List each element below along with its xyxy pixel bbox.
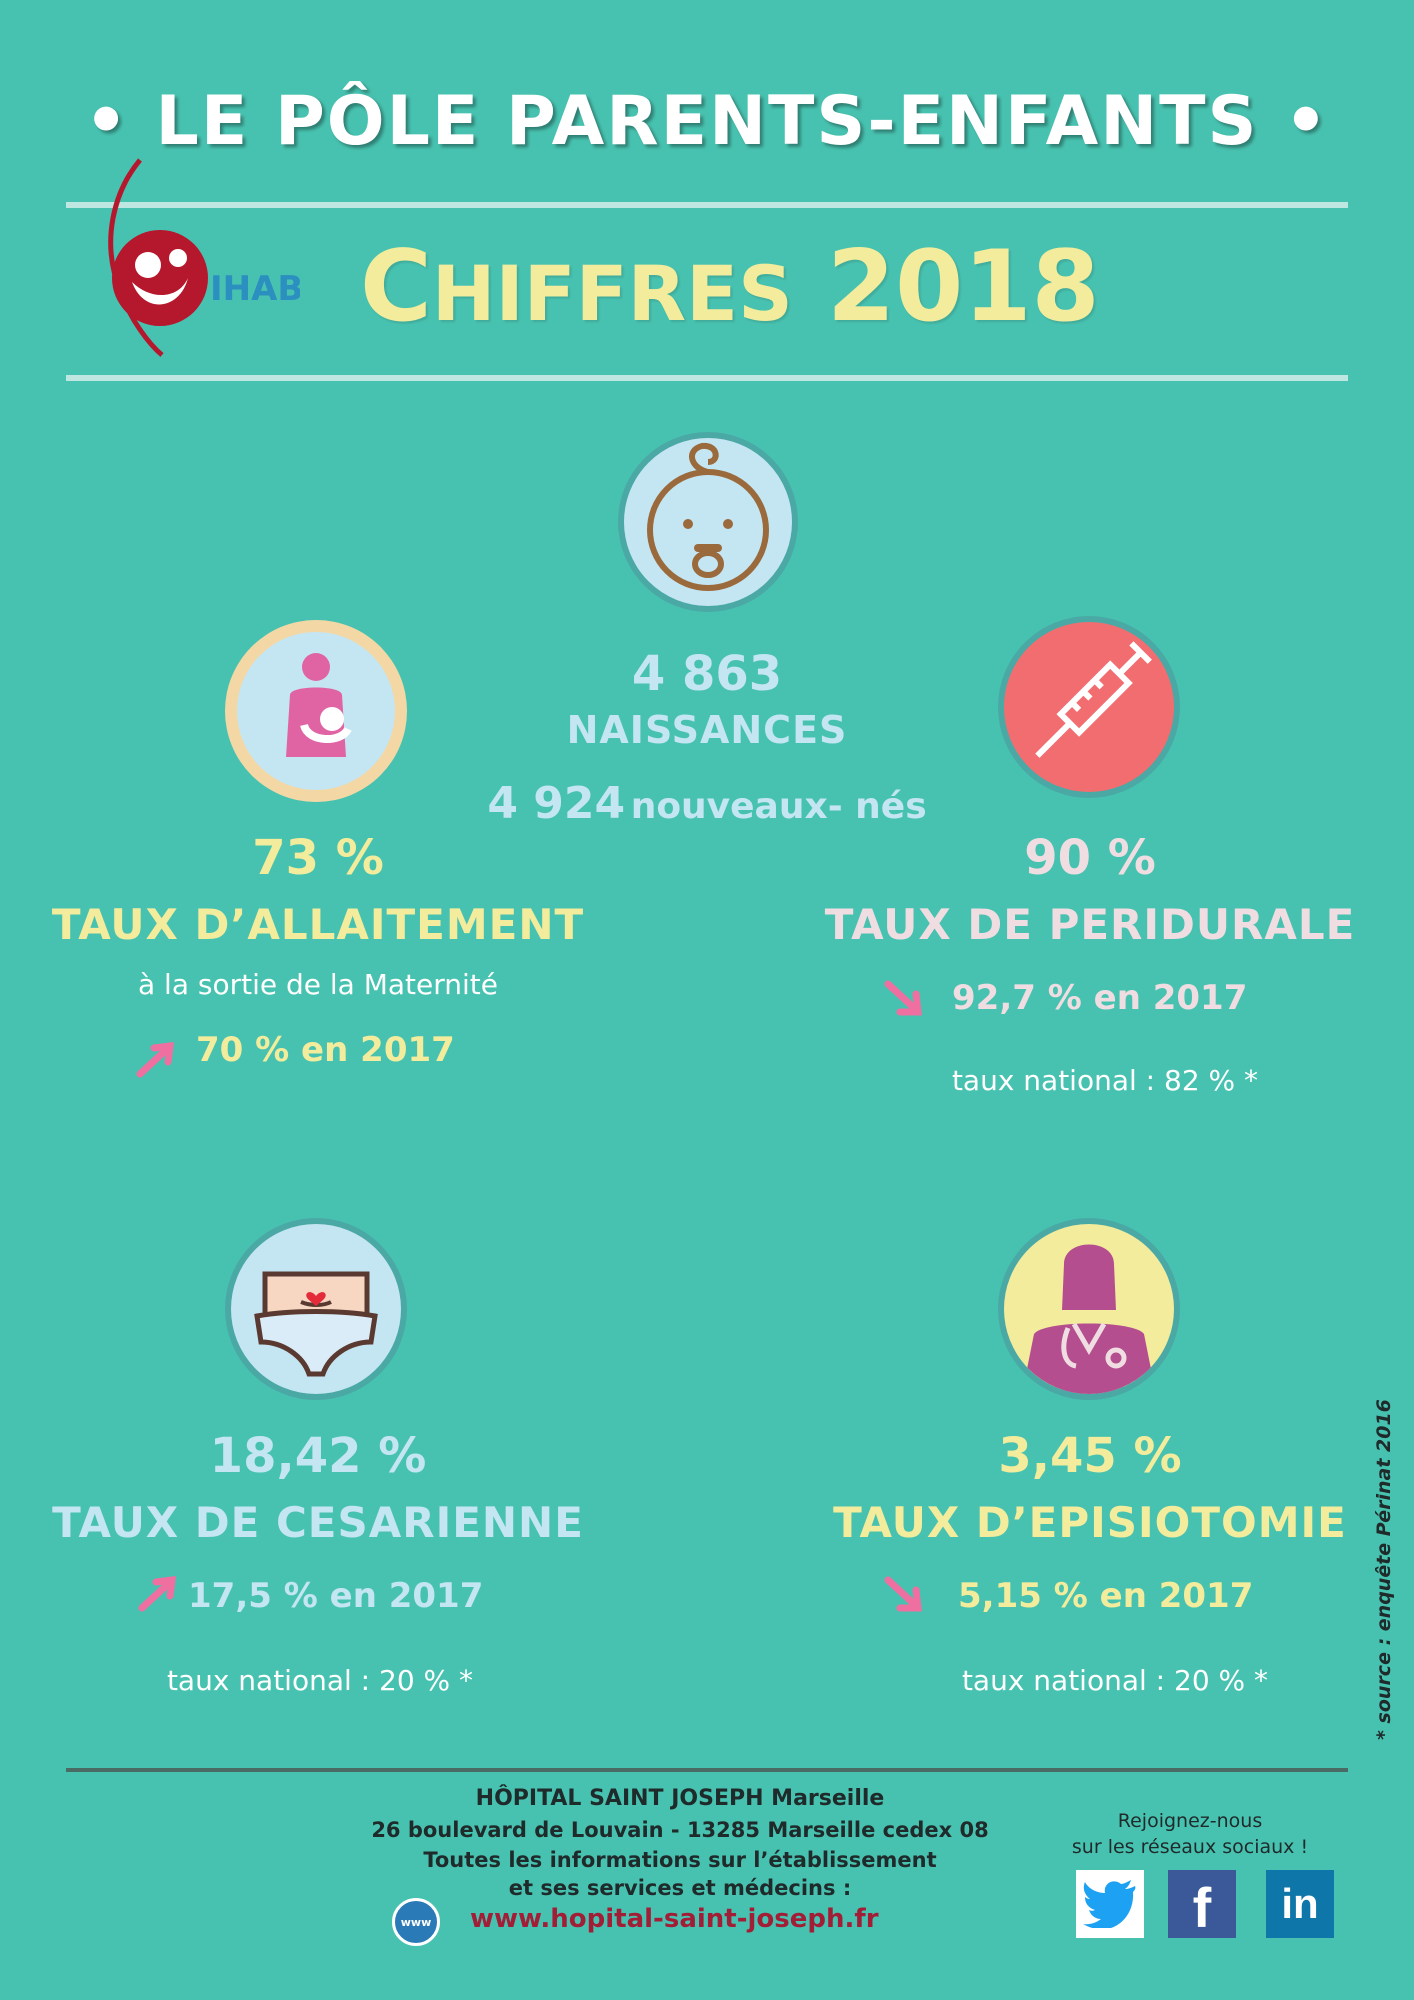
breastfeeding-note: à la sortie de la Maternité [137, 968, 499, 1001]
newborns-line [457, 778, 957, 829]
episiotomy-comparison: 5,15 % en 2017 [958, 1576, 1254, 1616]
globe-icon: www [392, 1898, 440, 1946]
arrow-up-icon [136, 1036, 180, 1080]
subtitle-year: 2018 [826, 230, 1100, 344]
twitter-icon[interactable] [1076, 1870, 1144, 1938]
breastfeeding-label: TAUX D’ALLAITEMENT [51, 900, 585, 949]
hospital-name: HÔPITAL SAINT JOSEPH Marseille [475, 1786, 885, 1811]
baby-icon [618, 432, 798, 612]
cesarean-label: TAUX DE CESARIENNE [52, 1498, 584, 1547]
cesarean-value: 18,42 % [209, 1428, 427, 1484]
info-line-1: Toutes les informations sur l’établissement [423, 1848, 937, 1872]
births-value: 4 863 [631, 646, 783, 702]
epidural-comparison: 92,7 % en 2017 [952, 978, 1248, 1018]
doctor-icon [998, 1218, 1180, 1400]
syringe-icon [998, 616, 1180, 798]
website-link[interactable]: www.hopital-saint-joseph.fr [470, 1904, 879, 1934]
births-label: NAISSANCES [566, 708, 848, 752]
subtitle-initial: C [360, 230, 432, 344]
cesarean-national: taux national : 20 % * [166, 1664, 474, 1697]
newborns-label: nouveaux- nés [630, 786, 927, 827]
newborns-value: 4 924 [487, 778, 626, 829]
social-line-2: sur les réseaux sociaux ! [1071, 1836, 1309, 1858]
epidural-value: 90 % [1024, 830, 1156, 886]
info-line-2: et ses services et médecins : [508, 1876, 852, 1900]
episiotomy-value: 3,45 % [998, 1428, 1182, 1484]
epidural-national: taux national : 82 % * [951, 1064, 1259, 1097]
page-title: • LE PÔLE PARENTS-ENFANTS • [84, 82, 1330, 161]
cesarean-icon [225, 1218, 407, 1400]
episiotomy-national: taux national : 20 % * [961, 1664, 1269, 1697]
source-note: * source : enquête Périnat 2016 [1373, 1399, 1395, 1740]
breastfeeding-comparison: 70 % en 2017 [196, 1030, 455, 1070]
footer-divider [66, 1768, 1348, 1772]
linkedin-icon[interactable]: in [1266, 1870, 1334, 1938]
arrow-down-icon [884, 1574, 928, 1618]
cesarean-comparison: 17,5 % en 2017 [188, 1576, 484, 1616]
subtitle-word: HIFFRES [431, 249, 793, 338]
breastfeeding-icon [225, 620, 407, 802]
arrow-up-icon [138, 1570, 182, 1614]
episiotomy-label: TAUX D’EPISIOTOMIE [833, 1498, 1347, 1547]
ihab-logo-text: IHAB [210, 269, 300, 309]
epidural-label: TAUX DE PERIDURALE [824, 900, 1356, 949]
social-line-1: Rejoignez-nous [1117, 1810, 1263, 1832]
breastfeeding-value: 73 % [252, 830, 384, 886]
hospital-address: 26 boulevard de Louvain - 13285 Marseille cedex 08 [371, 1818, 989, 1842]
facebook-icon[interactable]: f [1168, 1870, 1236, 1938]
ihab-logo [70, 150, 300, 360]
arrow-down-icon [884, 978, 928, 1022]
header-divider-bottom [66, 375, 1348, 381]
page-subtitle [360, 230, 1100, 344]
